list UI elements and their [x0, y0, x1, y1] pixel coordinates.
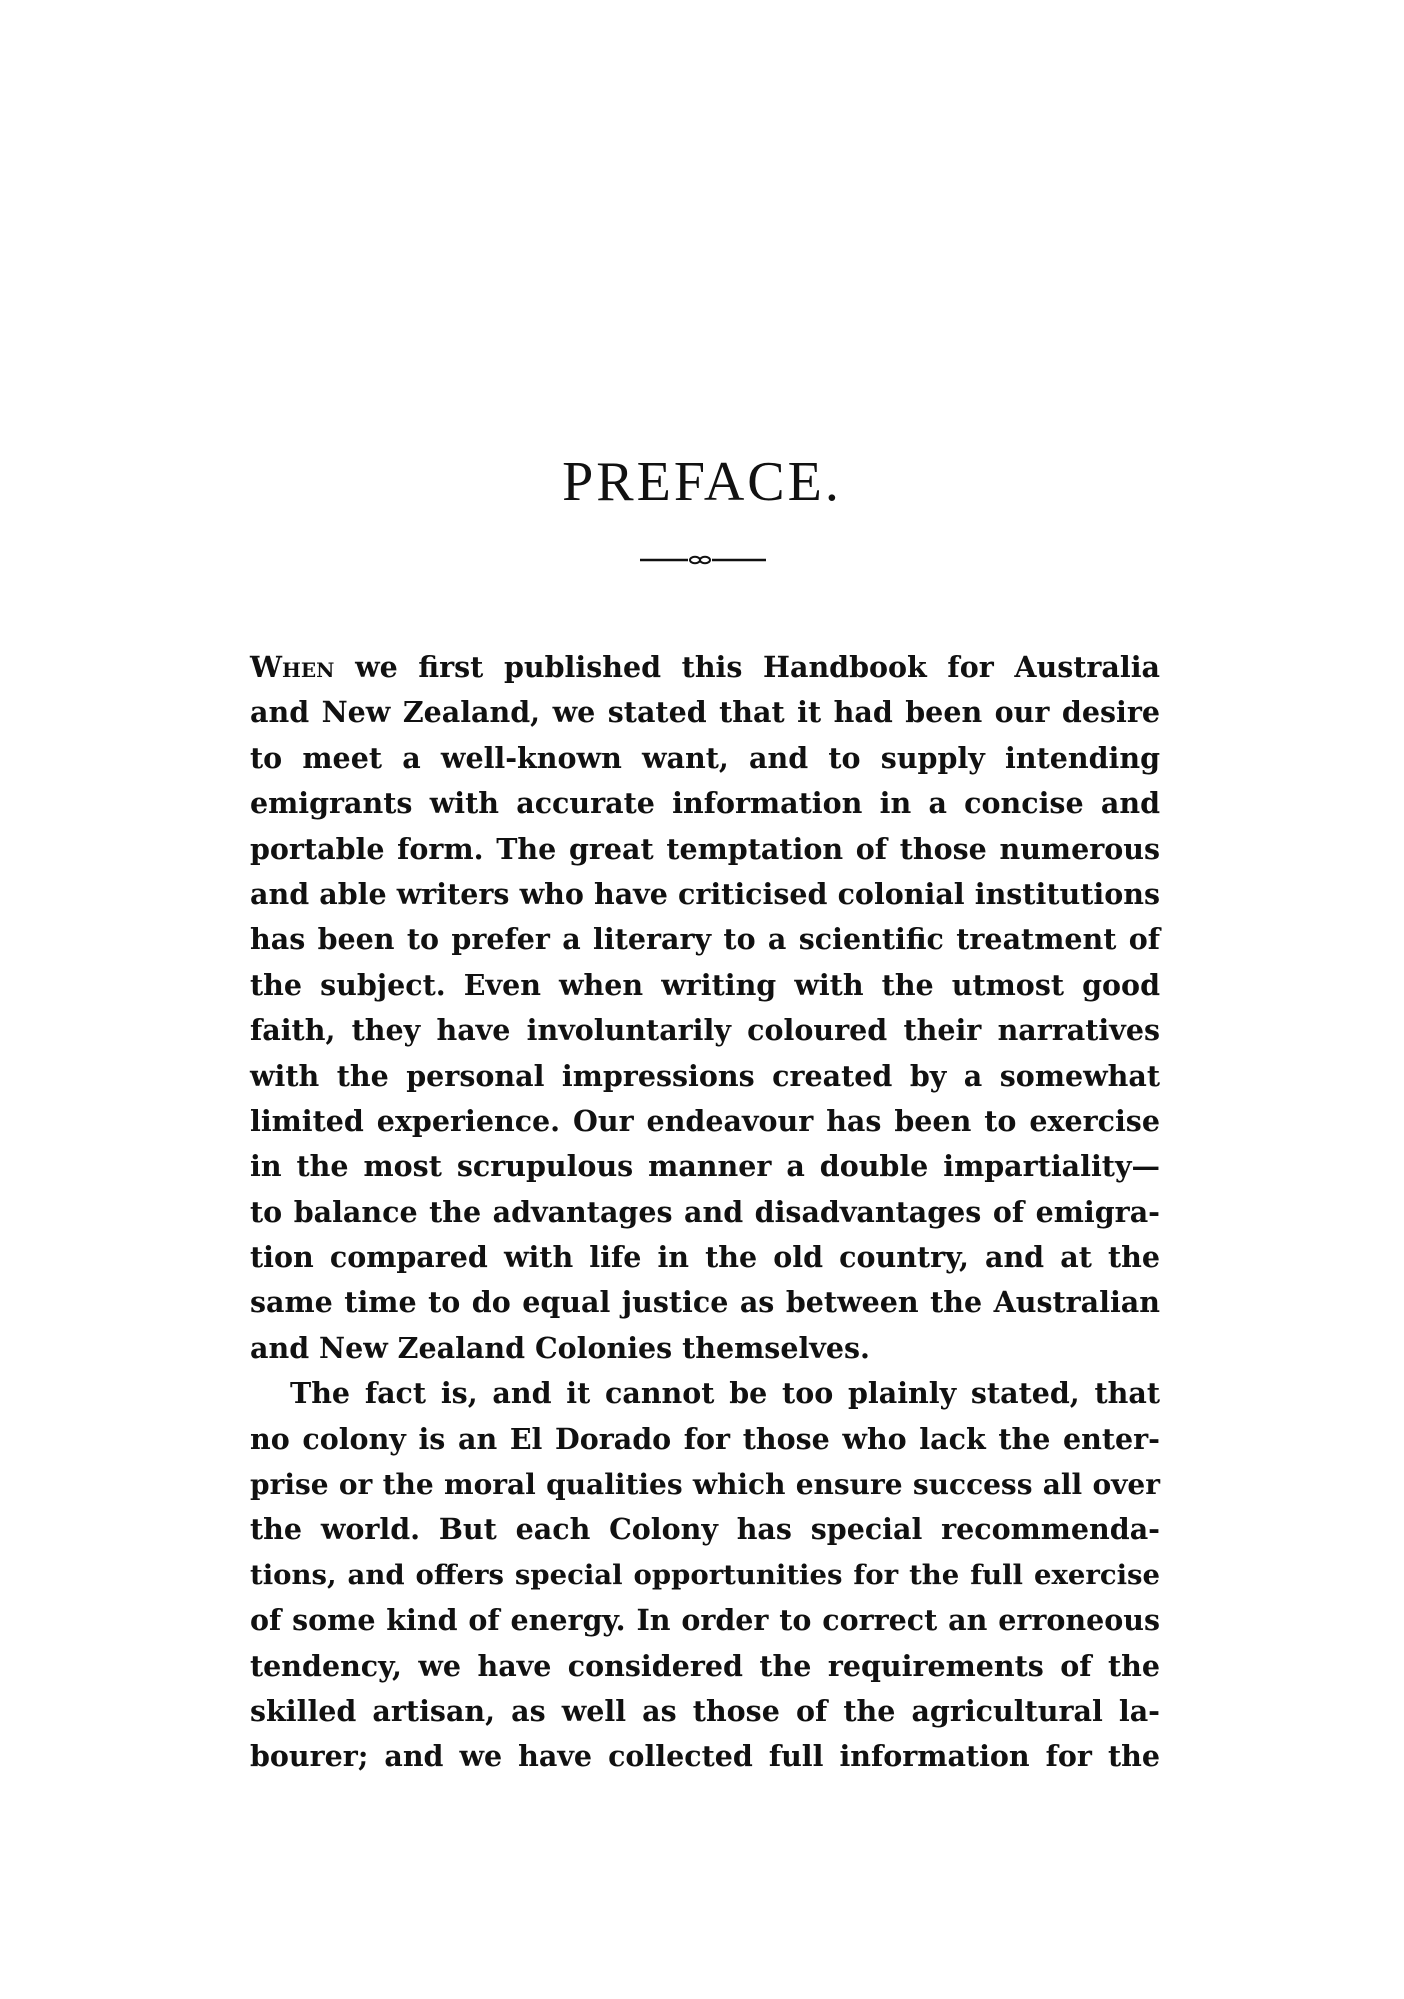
text-line: in the most scrupulous manner a double impartiality—: [250, 1149, 1160, 1184]
text-line: tions, and offers special opportunities for the full exercise: [250, 1558, 1160, 1591]
paragraph-1: [250, 645, 1160, 1371]
text-line: the subject. Even when writing with the utmost good: [250, 967, 1160, 1002]
text-line: emigrants with accurate information in a concise and: [250, 786, 1160, 821]
text-line: of some kind of energy. In order to correct an erroneous: [250, 1603, 1160, 1638]
page-title: PREFACE.: [562, 451, 842, 513]
text-line: no colony is an El Dorado for those who lack the enter-: [250, 1421, 1160, 1456]
text-line: with the personal impressions created by a somewhat: [250, 1058, 1160, 1093]
opening-word: When: [250, 650, 335, 684]
text-line: prise or the moral qualities which ensure success all over: [250, 1468, 1160, 1502]
text-line: The fact is, and it cannot be too plainly stated, that: [290, 1376, 1160, 1411]
text-line: to balance the advantages and disadvantages of emigra-: [250, 1194, 1160, 1229]
text-line: and able writers who have criticised colonial institutions: [250, 876, 1160, 911]
text-line: faith, they have involuntarily coloured their narratives: [250, 1013, 1160, 1048]
text-line: to meet a well-known want, and to supply intending: [250, 740, 1160, 775]
text-line: same time to do equal justice as between the Australian: [250, 1285, 1160, 1320]
ornament-divider-icon: [638, 552, 768, 568]
text-line: When we first published this Handbook for Australia: [250, 650, 1160, 684]
text-line: limited experience. Our endeavour has been to exercise: [250, 1103, 1160, 1138]
text-line: tion compared with life in the old country, and at the: [250, 1240, 1160, 1275]
text-line: portable form. The great temptation of those numerous: [250, 831, 1160, 866]
preface-body: [250, 645, 1160, 1780]
text-line: and New Zealand, we stated that it had been our desire: [250, 695, 1160, 730]
text-line: and New Zealand Colonies themselves.: [250, 1330, 870, 1365]
text-line: bourer; and we have collected full information for the: [250, 1739, 1160, 1774]
text-line: skilled artisan, as well as those of the agricultural la-: [250, 1693, 1160, 1728]
text-line: tendency, we have considered the requirements of the: [250, 1648, 1160, 1683]
text-line: the world. But each Colony has special recommenda-: [250, 1512, 1160, 1547]
text-line: has been to prefer a literary to a scientific treatment of: [250, 922, 1160, 957]
paragraph-2: [250, 1371, 1160, 1780]
